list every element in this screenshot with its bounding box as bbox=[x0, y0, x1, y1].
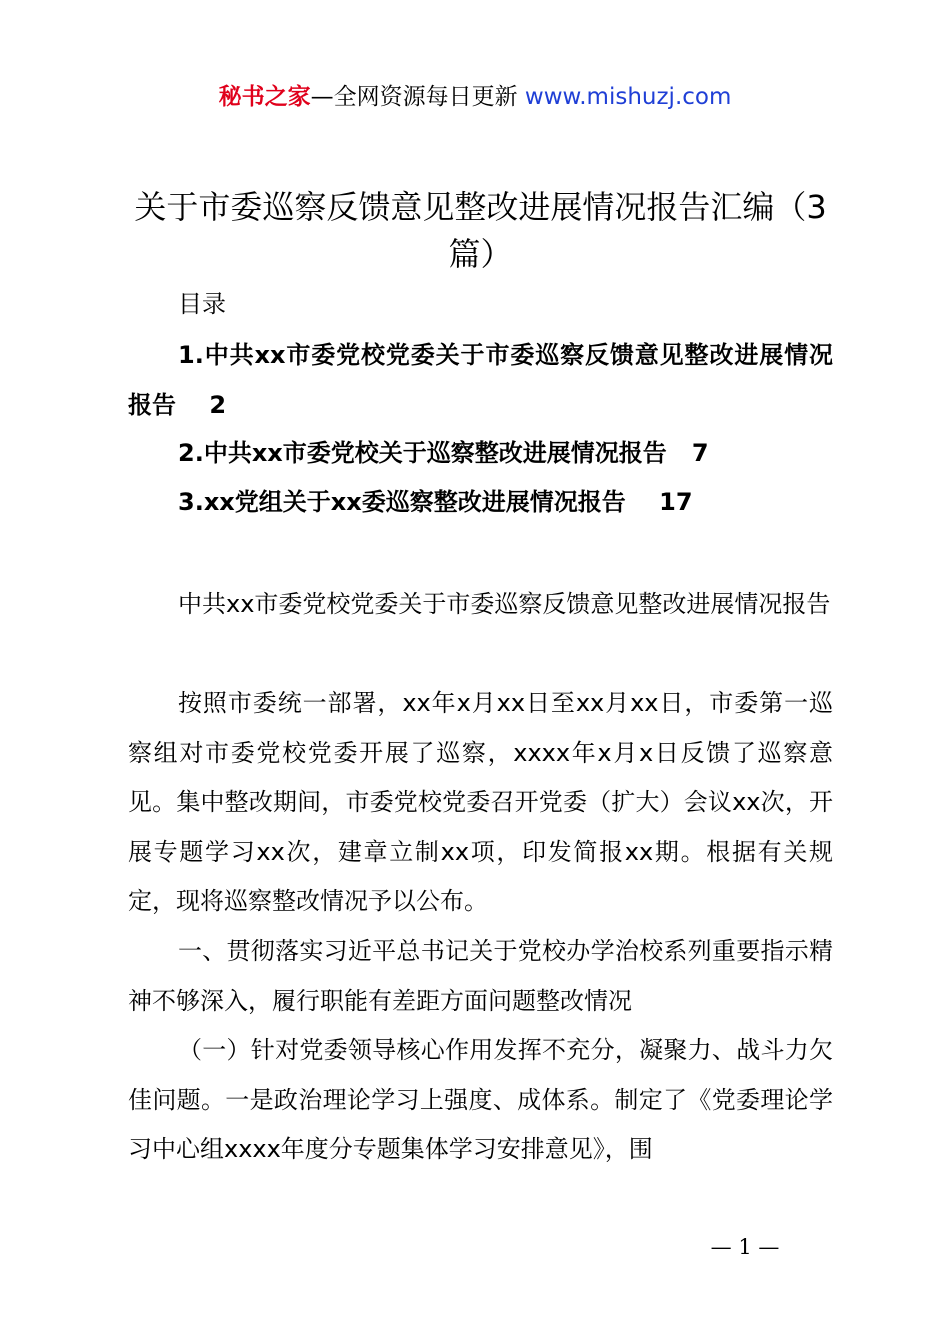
toc-label: 目录 bbox=[178, 290, 226, 318]
site-url-link[interactable]: www.mishuzj.com bbox=[524, 84, 732, 110]
brand-name: 秘书之家 bbox=[218, 84, 311, 110]
header-tagline: —全网资源每日更新 bbox=[310, 84, 518, 110]
body-paragraph-2: （一）针对党委领导核心作用发挥不充分，凝聚力、战斗力欠佳问题。一是政治理论学习上强度、成体系。制定了《党委理论学习中心组xxxx年度分专题集体学习安排意见》，围 bbox=[128, 1036, 833, 1163]
page-number: — 1 — bbox=[710, 1235, 780, 1259]
toc-item-2-page: 7 bbox=[691, 439, 709, 467]
toc-item-2-text: 2.中共xx市委党校关于巡察整改进展情况报告 bbox=[178, 439, 667, 467]
toc-item-1[interactable] bbox=[128, 331, 833, 430]
section-title: 中共xx市委党校党委关于市委巡察反馈意见整改进展情况报告 bbox=[178, 590, 831, 618]
toc-item-3[interactable] bbox=[128, 478, 833, 528]
body-paragraph-1: 按照市委统一部署，xx年x月xx日至xx月xx日，市委第一巡察组对市委党校党委开展了巡察，xxxx年x月x日反馈了巡察意见。集中整改期间，市委党校党委召开党委（扩大）会议xx次，开展专题学习xx次，建章立制xx项，印发简报xx期。根据有关规定，现将巡察整改情况予以公布。 bbox=[128, 689, 833, 915]
toc-item-1-page: 2 bbox=[209, 390, 227, 419]
toc-item-3-page: 17 bbox=[659, 488, 693, 516]
section-heading-1: 一、贯彻落实习近平总书记关于党校办学治校系列重要指示精神不够深入，履行职能有差距方面问题整改情况 bbox=[128, 937, 833, 1015]
site-header bbox=[0, 82, 950, 112]
toc-item-2[interactable] bbox=[128, 429, 833, 479]
toc-item-1-text: 1.中共xx市委党校党委关于市委巡察反馈意见整改进展情况报告 bbox=[128, 341, 833, 419]
document-title: 关于市委巡察反馈意见整改进展情况报告汇编（3篇） bbox=[134, 188, 827, 273]
toc-item-3-text: 3.xx党组关于xx委巡察整改进展情况报告 bbox=[178, 488, 626, 516]
